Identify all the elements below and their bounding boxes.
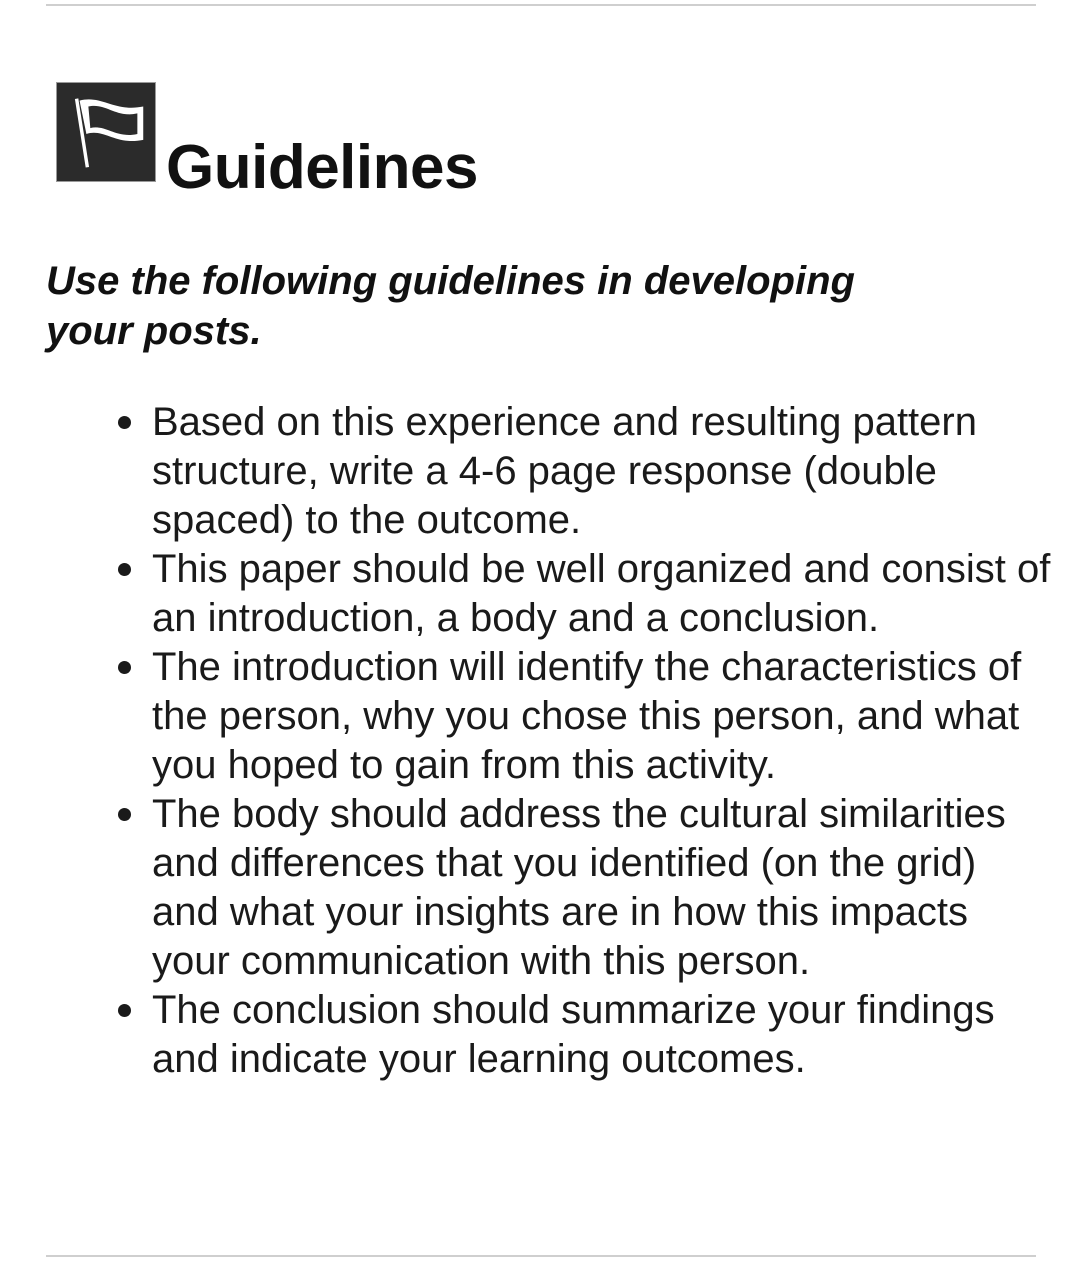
list-item <box>152 545 1052 643</box>
bullet-icon <box>118 416 131 429</box>
list-item <box>152 643 1052 790</box>
bullet-icon <box>118 1004 131 1017</box>
guideline-text: The introduction will identify the characteristics of the person, why you chose this person, and what you hoped to gain from this activity. <box>152 645 1022 787</box>
guideline-text: The body should address the cultural similarities and differences that you identified (on the grid) and what your insights are in how this impacts your communication with this person. <box>152 792 1006 983</box>
bottom-divider <box>46 1255 1036 1257</box>
guideline-text: This paper should be well organized and consist of an introduction, a body and a conclusion. <box>152 547 1051 640</box>
guideline-text: Based on this experience and resulting pattern structure, write a 4-6 page response (double spaced) to the outcome. <box>152 400 977 542</box>
section-title: Guidelines <box>166 133 478 202</box>
bullet-icon <box>118 808 131 821</box>
list-item <box>152 790 1052 986</box>
bullet-icon <box>118 661 131 674</box>
bullet-icon <box>118 563 131 576</box>
list-item <box>152 398 1052 545</box>
flag-icon <box>56 82 156 182</box>
list-item <box>152 986 1052 1084</box>
top-divider <box>46 4 1036 6</box>
intro-text: Use the following guidelines in developing your posts. <box>46 259 855 353</box>
guideline-list <box>152 398 1052 1084</box>
guideline-text: The conclusion should summarize your findings and indicate your learning outcomes. <box>152 988 995 1081</box>
